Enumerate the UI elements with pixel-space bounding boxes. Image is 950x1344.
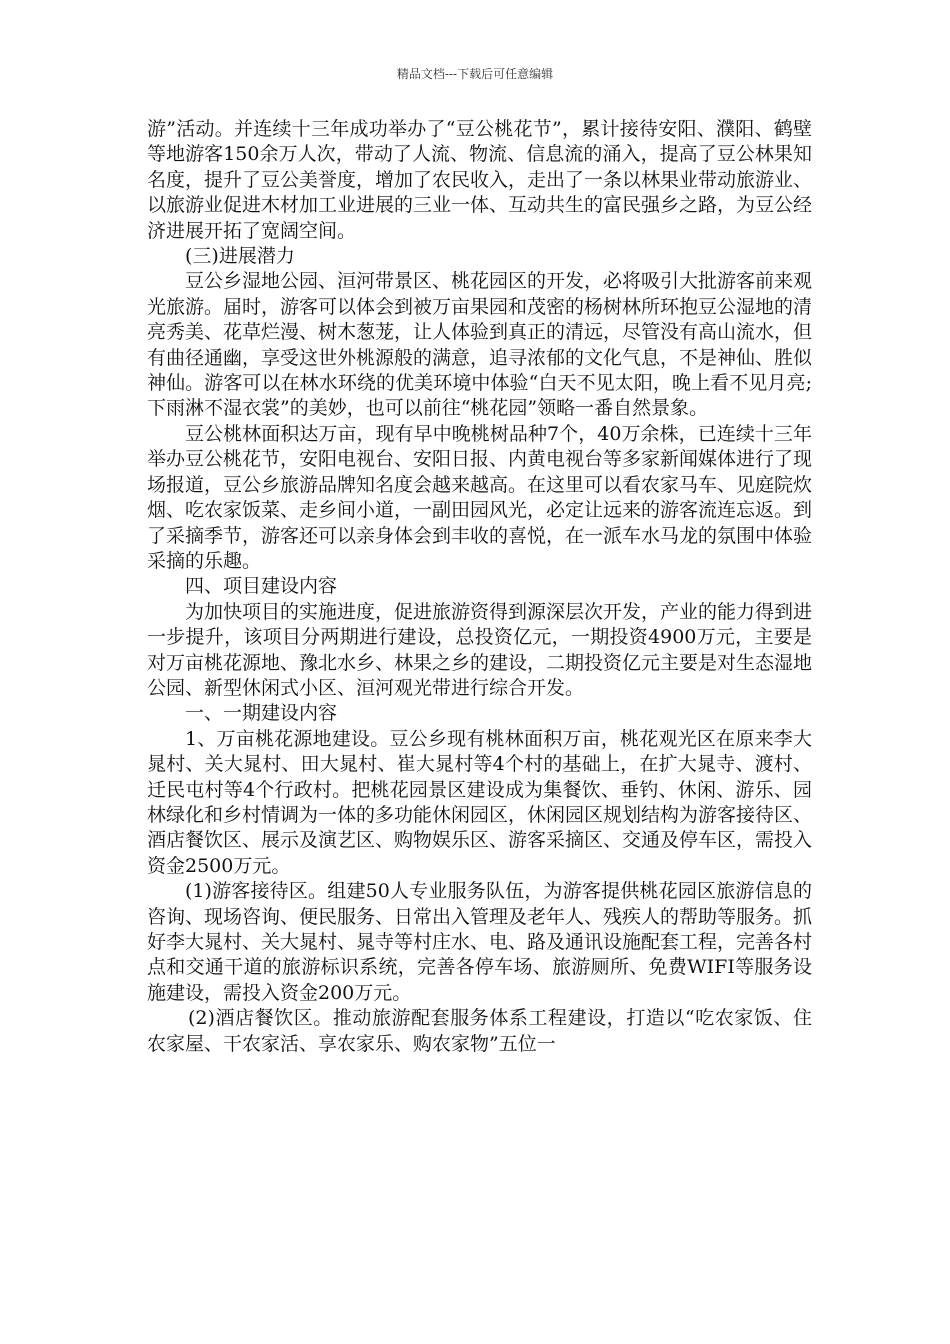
paragraph-wetland-park: 豆公乡湿地公园、洹河带景区、桃花园区的开发，必将吸引大批游客前来观光旅游。届时，游客可以体会到被万亩果园和茂密的杨树林所环抱豆公湿地的清亮秀美、花草烂漫、树木葱茏，让人体验到真正的清远，尽管没有高山流水，但有曲径通幽，享受这世外桃源般的满意，追寻浓郁的文化气息，不是神仙、胜似神仙。游客可以在林水环绕的优美环境中体验“白天不见太阳，晚上看不见月亮;下雨淋不湿衣裳”的美妙，也可以前往“桃花园”领略一番自然景象。 [147, 270, 813, 420]
section-heading-development-potential: (三)进展潜力 [185, 245, 295, 268]
section-heading-phase-one: 一、一期建设内容 [185, 702, 338, 725]
paragraph-peach-blossom-land: 1、万亩桃花源地建设。豆公乡现有桃林面积万亩，桃花观光区在原来李大晁村、关大晁村、田大晁村、崔大晁村等4个村的基础上，在扩大晁寺、渡村、迁民屯村等4个行政村。把桃花园景区建设成为集餐饮、垂钓、休闲、游乐、园林绿化和乡村情调为一体的多功能休闲园区，休闲园区规划结构为游客接待区、酒店餐饮区、展示及演艺区、购物娱乐区、游客采摘区、交通及停车区，需投入资金2500万元。 [147, 727, 813, 877]
paragraph-project-investment: 为加快项目的实施进度，促进旅游资得到源深层次开发，产业的能力得到进一步提升，该项目分两期进行建设，总投资亿元，一期投资4900万元，主要是对万亩桃花源地、豫北水乡、林果之乡的建设，二期投资亿元主要是对生态湿地公园、新型休闲式小区、洹河观光带进行综合开发。 [147, 600, 813, 699]
paragraph-peach-forest: 豆公桃林面积达万亩，现有早中晚桃树品种7个，40万余株，已连续十三年举办豆公桃花节，安阳电视台、安阳日报、内黄电视台等多家新闻媒体进行了现场报道，豆公乡旅游品牌知名度会越来越高。在这里可以看农家马车、见庭院炊烟、吃农家饭菜、走乡间小道，一副田园风光，必定让远来的游客流连忘返。到了采摘季节，游客还可以亲身体会到丰收的喜悦，在一派车水马龙的氛围中体验采摘的乐趣。 [147, 422, 813, 572]
paragraph-hotel-dining: (2)酒店餐饮区。推动旅游配套服务体系工程建设，打造以“吃农家饭、住农家屋、干农家活、享农家乐、购农家物”五位一 [147, 1007, 812, 1055]
paragraph-visitor-reception: (1)游客接待区。组建50人专业服务队伍，为游客提供桃花园区旅游信息的咨询、现场咨询、便民服务、日常出入管理及老年人、残疾人的帮助等服务。抓好李大晁村、关大晁村、晁寺等村庄水、电、路及通讯设施配套工程，完善各村点和交通干道的旅游标识系统，完善各停车场、旅游厕所、免费WIFI等服务设施建设，需投入资金200万元。 [147, 880, 813, 1004]
paragraph-tourism-festival: 游”活动。并连续十三年成功举办了“豆公桃花节”，累计接待安阳、濮阳、鹤壁等地游客150余万人次，带动了人流、物流、信息流的涌入，提高了豆公林果知名度，提升了豆公美誉度，增加了农民收入，走出了一条以林果业带动旅游业、以旅游业促进木材加工业进展的三业一体、互动共生的富民强乡之路，为豆公经济进展开拓了宽阔空间。 [147, 118, 813, 242]
section-heading-project-content: 四、项目建设内容 [185, 575, 338, 598]
page-header: 精品文档---下载后可任意编辑 [396, 67, 554, 81]
document-body [147, 117, 812, 1057]
